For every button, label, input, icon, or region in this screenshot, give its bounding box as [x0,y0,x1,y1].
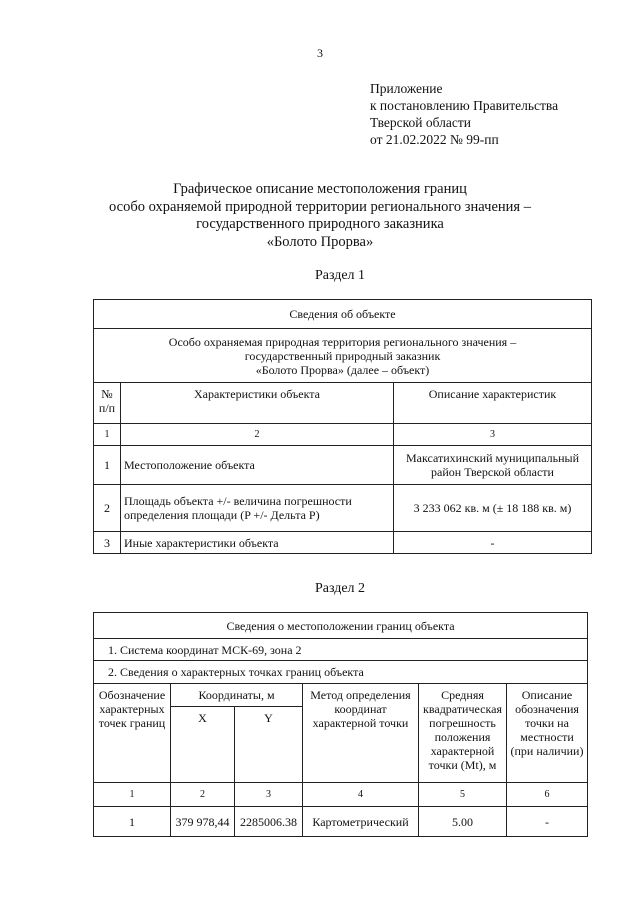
column-number: 4 [303,783,419,807]
row-characteristic: Местоположение объекта [121,446,394,485]
document-title [60,181,580,251]
appendix-block [370,80,558,148]
title-line: особо охраняемой природной территории регионального значения – [109,198,531,215]
title-line: Графическое описание местоположения границ [173,181,467,197]
cell-method: Картометрический [303,807,419,837]
column-number: 5 [419,783,507,807]
page-number: 3 [317,46,323,60]
header-method: Метод определения координат характерной точки [303,684,419,783]
header-marking: Описание обозначения точки на местности (при наличии) [507,684,588,783]
row-description: Максатихинский муниципальный район Тверской области [394,446,592,485]
column-number: 3 [394,424,592,446]
object-name-line: «Болото Прорва» (далее – объект) [255,362,430,377]
appendix-line: Тверской области [370,115,471,130]
object-name [94,329,592,383]
title-line: «Болото Прорва» [266,233,374,250]
title-line: государственного природного заказника [196,216,444,232]
column-number: 3 [235,783,303,807]
object-name-line: государственный природный заказник [244,348,441,363]
header-coordinates: Координаты, м [171,684,303,707]
table-row [94,532,592,554]
header-y: Y [235,707,303,783]
coordinate-system: 1. Система координат МСК-69, зона 2 [94,639,588,661]
table-title: Сведения об объекте [94,300,592,329]
object-info-table [93,299,592,554]
header-description: Описание характеристик [394,383,592,424]
header-num: № п/п [94,383,121,424]
row-characteristic: Иные характеристики объекта [121,532,394,554]
section2-heading: Раздел 2 [314,581,366,596]
column-number: 1 [94,424,121,446]
row-description: - [394,532,592,554]
cell-marking: - [507,807,588,837]
column-number: 1 [94,783,171,807]
object-name-line: Особо охраняемая природная территория регионального значения – [168,334,517,349]
appendix-line: Приложение [370,81,443,96]
boundary-points-table [93,612,588,837]
header-error: Средняя квадратическая погрешность положения характерной точки (Mt), м [419,684,507,783]
row-characteristic: Площадь объекта +/- величина погрешности определения площади (P +/- Дельта P) [121,485,394,532]
header-point: Обозначение характерных точек границ [94,684,171,783]
cell-error: 5.00 [419,807,507,837]
row-num: 3 [94,532,121,554]
table-title: Сведения о местоположении границ объекта [94,613,588,639]
header-x: X [171,707,235,783]
appendix-date-line: от 21.02.2022 № 99-пп [370,132,499,147]
column-number: 6 [507,783,588,807]
section1-heading: Раздел 1 [314,268,366,283]
table-row [94,485,592,532]
header-characteristic: Характеристики объекта [121,383,394,424]
column-number: 2 [121,424,394,446]
row-num: 1 [94,446,121,485]
table-row [94,807,588,837]
points-title: 2. Сведения о характерных точках границ объекта [94,661,588,684]
cell-point: 1 [94,807,171,837]
column-number: 2 [171,783,235,807]
row-description: 3 233 062 кв. м (± 18 188 кв. м) [394,485,592,532]
cell-y: 2285006.38 [235,807,303,837]
appendix-line: к постановлению Правительства [370,98,559,113]
cell-x: 379 978,44 [171,807,235,837]
row-num: 2 [94,485,121,532]
table-row [94,446,592,485]
